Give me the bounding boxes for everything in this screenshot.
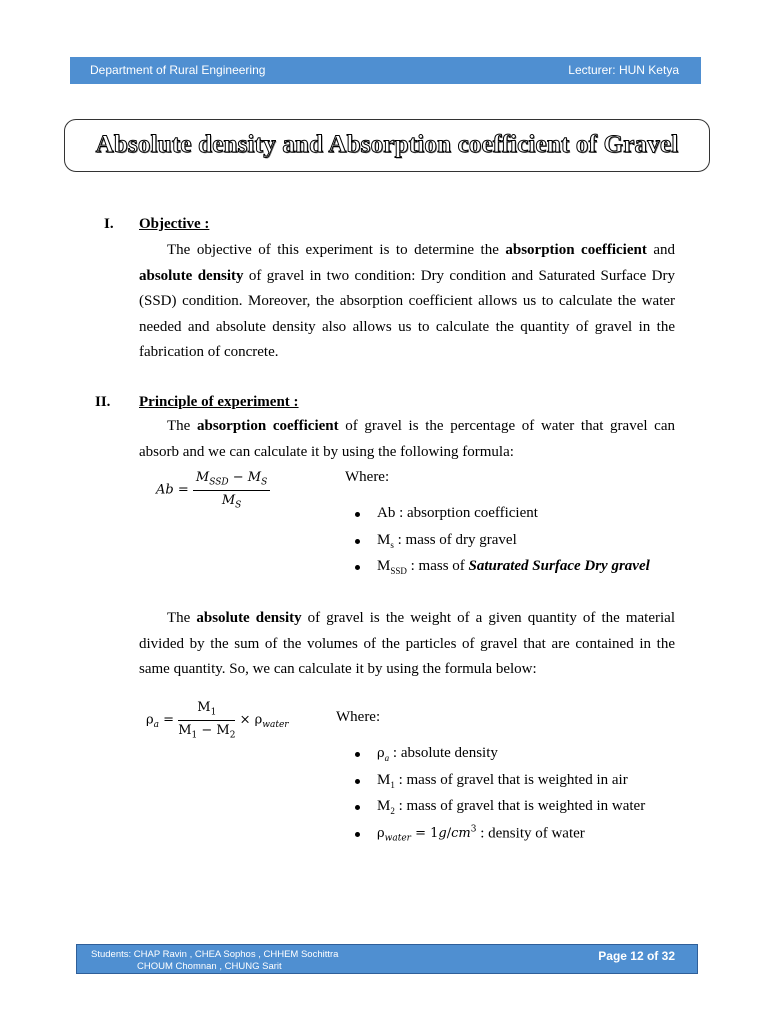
formula1-denominator: $M_S$ [221, 492, 242, 511]
absorption-bold: absorption coefficient [196, 418, 339, 434]
objective-bold-2: absolute density [139, 267, 244, 284]
absorption-text-2: of gravel is the percentage of water that gravel can absorb and we can calculate it by using the following formula: [139, 418, 675, 460]
formula2-denominator: $M_1 - M_2$ [178, 722, 236, 741]
objective-bold-1: absorption coefficient [505, 242, 647, 258]
density-paragraph [139, 606, 675, 683]
page-header [70, 57, 701, 84]
formula2-numerator: $M_1$ [178, 700, 235, 721]
page-footer [76, 944, 698, 974]
objective-text-2: and [646, 242, 675, 258]
list-item: $\rho_{water} = 1g/cm^3$ : density of water [352, 825, 645, 852]
density-text-1: The [167, 610, 197, 626]
absorption-paragraph [139, 414, 675, 465]
density-bold: absolute density [196, 610, 302, 626]
absorption-bullet-list [352, 505, 650, 585]
density-formula: $\rho_a$ = $\frac{M_1}{M_1 - M_2}$ × $\rho_{water}$ [146, 700, 289, 741]
density-bullet-list [352, 745, 645, 851]
students-line-2: CHOUM Chomnan , CHUNG Sarit [137, 961, 282, 972]
where-label-1: Where: [345, 469, 390, 485]
list-item: $M_2$ : mass of gravel that is weighted in water [352, 798, 645, 825]
list-item: $M_s$ : mass of dry gravel [352, 532, 650, 559]
title-box [64, 119, 710, 172]
list-item: $\rho_a$ : absolute density [352, 745, 645, 772]
formula1-numerator: $M_{SSD} - M_S$ [193, 470, 270, 491]
students-line-1: Students: CHAP Ravin , CHEA Sophos , CHHEM Sochittra [91, 949, 339, 960]
absorption-text-1: The [167, 418, 197, 434]
list-item: $M_{SSD}$ : mass of Saturated Surface Dry gravel [352, 558, 650, 585]
density-text-2: of gravel is the weight of a given quantity of the material divided by the sum of the volumes of the particles of gravel that are contained in the same quantity. So, we can calculate it by using the formula below: [139, 610, 675, 677]
list-item: Ab : absorption coefficient [352, 505, 650, 532]
lecturer-label: Lecturer: HUN Ketya [568, 63, 679, 77]
section-2-number: II. [95, 394, 111, 410]
section-2-heading: Principle of experiment : [139, 394, 299, 410]
section-1-number: I. [104, 216, 114, 232]
where-label-2: Where: [336, 709, 381, 725]
page-title: Absolute density and Absorption coefficient of Gravel [95, 131, 679, 158]
objective-text-1: The objective of this experiment is to determine the [167, 242, 506, 258]
page-number: Page 12 of 32 [598, 949, 675, 963]
formula1-lhs: Ab = [156, 482, 189, 498]
formula1-fraction [193, 470, 270, 510]
section-1-heading: Objective : [139, 216, 210, 232]
objective-text-3: of gravel in two condition: Dry condition and Saturated Surface Dry (SSD) condition. Moreover, the absorption coefficient allows us to calculate the water needed and absolute density also allows us to calculate the quantity of gravel in the fabrication of concrete. [139, 267, 675, 360]
absorption-formula [156, 470, 270, 510]
list-item: $M_1$ : mass of gravel that is weighted in air [352, 772, 645, 799]
objective-paragraph [139, 238, 675, 366]
formula2-fraction [178, 700, 235, 740]
department-label: Department of Rural Engineering [90, 63, 266, 77]
